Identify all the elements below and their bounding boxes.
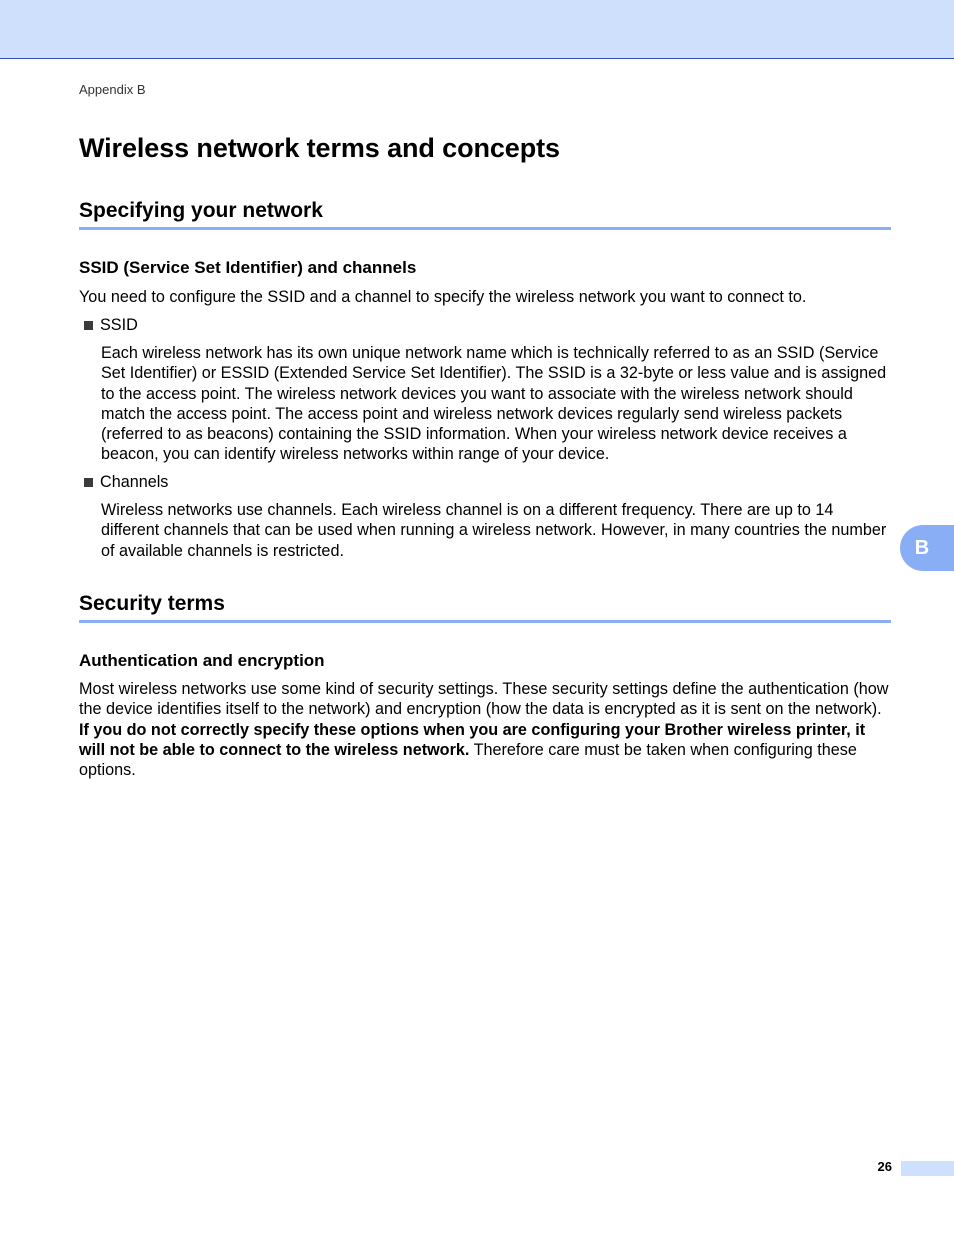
header-band <box>0 0 954 59</box>
square-bullet-icon <box>84 321 93 330</box>
section-heading-security-terms: Security terms <box>79 592 891 623</box>
square-bullet-icon <box>84 478 93 487</box>
channels-description: Wireless networks use channels. Each wireless channel is on a different frequency. There are up to 14 different channels that can be used when running a wireless network. However, in many countries the number of available channels is restricted. <box>101 501 887 560</box>
security-warning-bold: If you do not correctly specify these options when you are configuring your Brother wireless printer, it will not be able to connect to the wireless network. <box>79 720 866 759</box>
page-number-bar <box>901 1161 954 1176</box>
security-paragraph <box>79 679 891 780</box>
ssid-description: Each wireless network has its own unique network name which is technically referred to as an SSID (Service Set Identifier) or ESSID (Extended Service Set Identifier). The SSID is a 32-byte or less value and is assigned to the access point. The wireless network devices you want to associate with the wireless network should match the access point. The access point and wireless network devices regularly send wireless packets (referred to as beacons) containing the SSID information. When your wireless network device receives a beacon, you can identify wireless networks within range of your device. <box>101 344 887 464</box>
running-head: Appendix B <box>79 82 146 97</box>
security-text-start: Most wireless networks use some kind of security settings. These security settings define the authentication (how the device identifies itself to the network) and encryption (how the data is encrypted as it is sent on the network). <box>79 680 889 719</box>
appendix-side-tab <box>900 525 954 571</box>
security-text-end: Therefore care must be taken when configuring these options. <box>79 740 857 780</box>
subheading-authentication-encryption: Authentication and encryption <box>79 651 325 670</box>
page-title: Wireless network terms and concepts <box>79 133 560 163</box>
bullet-channels <box>84 472 168 492</box>
bullet-ssid <box>84 315 138 335</box>
side-tab-letter: B <box>914 536 930 559</box>
page-number: 26 <box>877 1159 892 1174</box>
section-heading-specifying-network: Specifying your network <box>79 199 891 230</box>
bullet-label: SSID <box>100 316 138 334</box>
subheading-ssid-channels: SSID (Service Set Identifier) and channels <box>79 258 417 277</box>
bullet-label: Channels <box>100 473 169 491</box>
intro-paragraph: You need to configure the SSID and a channel to specify the wireless network you want to connect to. <box>79 288 807 306</box>
